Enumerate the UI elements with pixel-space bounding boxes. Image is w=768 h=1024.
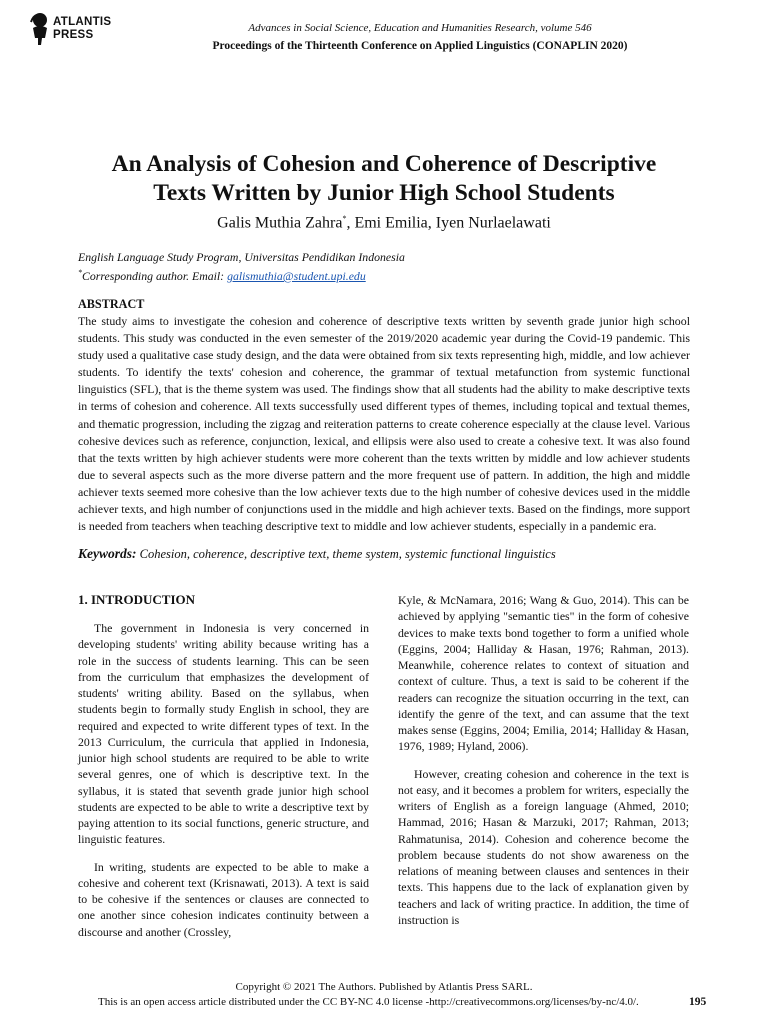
publisher-logo (28, 12, 138, 52)
page-number: 195 (689, 996, 707, 1008)
paper-title (40, 150, 728, 208)
body-paragraph: In writing, students are expected to be able to make a cohesive and coherent text (Krisnawati, 2013). A text is said to be cohesive if the sentences or clauses are connected to one another since cohesion indicates continuity between a discourse and another (Crossley, (78, 859, 369, 939)
copyright-notice: Copyright © 2021 The Authors. Published by Atlantis Press SARL. (235, 981, 533, 993)
body-paragraph: However, creating cohesion and coherence in the text is not easy, and it becomes a problem for writers, especially the writers of English as a foreign language (Ahmed, 2010; Hammad, 2016; Hasan & Marzuki, 2017; Rahman, 2013; Rahmatunisa, 2014). Cohesion and coherence become the problem because students do not show awareness on the relations of meaning between clauses and sentences in their texts. This happens due to the lack of explanation given by teachers and lack of writing practice. In addition, the time of instruction is (398, 766, 689, 927)
section-heading: 1. INTRODUCTION (78, 592, 196, 607)
keywords-label: Keywords: (78, 546, 137, 561)
journal-title: Advances in Social Science, Education and Humanities Research, volume 546 (248, 22, 592, 34)
logo-line1: ATLANTIS (53, 16, 112, 28)
logo-line2: PRESS (53, 29, 94, 41)
other-authors: , Emi Emilia, Iyen Nurlaelawati (346, 214, 551, 232)
author-1: Galis Muthia Zahra (217, 214, 343, 232)
license-notice: This is an open access article distributed under the CC BY-NC 4.0 license -http://creativecommons.org/licenses/by-nc/4.0/. (98, 996, 639, 1008)
title-line-2: Texts Written by Junior High School Students (153, 180, 615, 206)
corresponding-label: Corresponding author. Email: (82, 268, 228, 283)
proceedings-title: Proceedings of the Thirteenth Conference on Applied Linguistics (CONAPLIN 2020) (212, 40, 628, 52)
body-paragraph: The government in Indonesia is very concerned in developing students' writing ability because writing has a role in the success of students learning. This can be seen from the curriculum that emphasizes the development of students' writing ability. Based on the syllabus, when students begin to formally study English in school, they are required and expected to write different types of text. In the 2013 Curriculum, the curricula that applied in Indonesia, junior high school students are required to be able to write several genres, one of which is descriptive text. In the syllabus, it is stated that seventh grade junior high school students are expected to be able to write a descriptive text by paying attention to its social functions, generic structure, and linguistic features. (78, 621, 369, 847)
affiliation: English Language Study Program, Universitas Pendidikan Indonesia (78, 250, 405, 264)
body-paragraph: Kyle, & McNamara, 2016; Wang & Guo, 2014). This can be achieved by applying "semantic ties" in the form of cohesive devices to make texts bond together to form a unified whole (Eggins, 2004; Halliday & Hasan, 1976; Rahman, 2013). Meanwhile, coherence relates to context of situation and context of culture. Thus, a text is said to be coherent if the readers can recognize the situation occurring in the text, can identify the genre of the text, and can assume that the text makes sense (Eggins, 2004; Emilia, 2014; Halliday & Hasan, 1976, 1989; Hyland, 2006). (398, 593, 689, 754)
logo-text (53, 16, 111, 42)
title-line-1: An Analysis of Cohesion and Coherence of Descriptive (111, 151, 657, 177)
keywords (78, 546, 556, 562)
keywords-list: Cohesion, coherence, descriptive text, theme system, systemic functional linguistics (139, 547, 556, 561)
author-list (40, 214, 728, 232)
abstract-heading: ABSTRACT (78, 297, 145, 311)
atlas-figure-icon (28, 12, 52, 46)
affiliation-block (78, 250, 405, 284)
author-1-mark: * (342, 214, 347, 223)
email-link[interactable]: galismuthia@student.upi.edu (227, 268, 366, 283)
corresponding-mark: * (78, 268, 82, 277)
corresponding-author (78, 265, 405, 284)
right-column (398, 592, 689, 928)
left-column (78, 592, 369, 940)
abstract-text: The study aims to investigate the cohesion and coherence of descriptive texts written by seventh grade junior high school students. This study was conducted in the even semester of the 2019/2020 academic year during the Covid-19 pandemic. This study used a qualitative case study design, and the data were obtained from six texts representing high, middle, and low achiever students. To identify the texts' cohesion and coherence, the grammar of textual metafunction from systemic functional linguistics (SFL), that is the theme system was used. The findings show that all students had the ability to make descriptive texts in terms of cohesion and coherence. All texts successfully used different types of themes, including topical and textual themes, and thematic progression, including the zigzag and reiteration patterns to create coherence especially at the clause level. Various cohesive devices such as reference, conjunction, lexical, and ellipsis were also used to create a cohesive text. It was also found that the texts written by high achiever students were more coherent than the texts written by middle and low achiever students due to several aspects such as the more diverse pattern and the more frequent use of pattern. In addition, the high and middle achiever texts seemed more cohesive than the low achiever texts due to the high number of cohesive devices used in the middle achiever texts, and high number of conjunctions used in the middle and high achiever texts. Based on the findings, more support is needed from teachers when teaching descriptive text to middle and low achiever students, especially in a pandemic era. (78, 314, 690, 534)
